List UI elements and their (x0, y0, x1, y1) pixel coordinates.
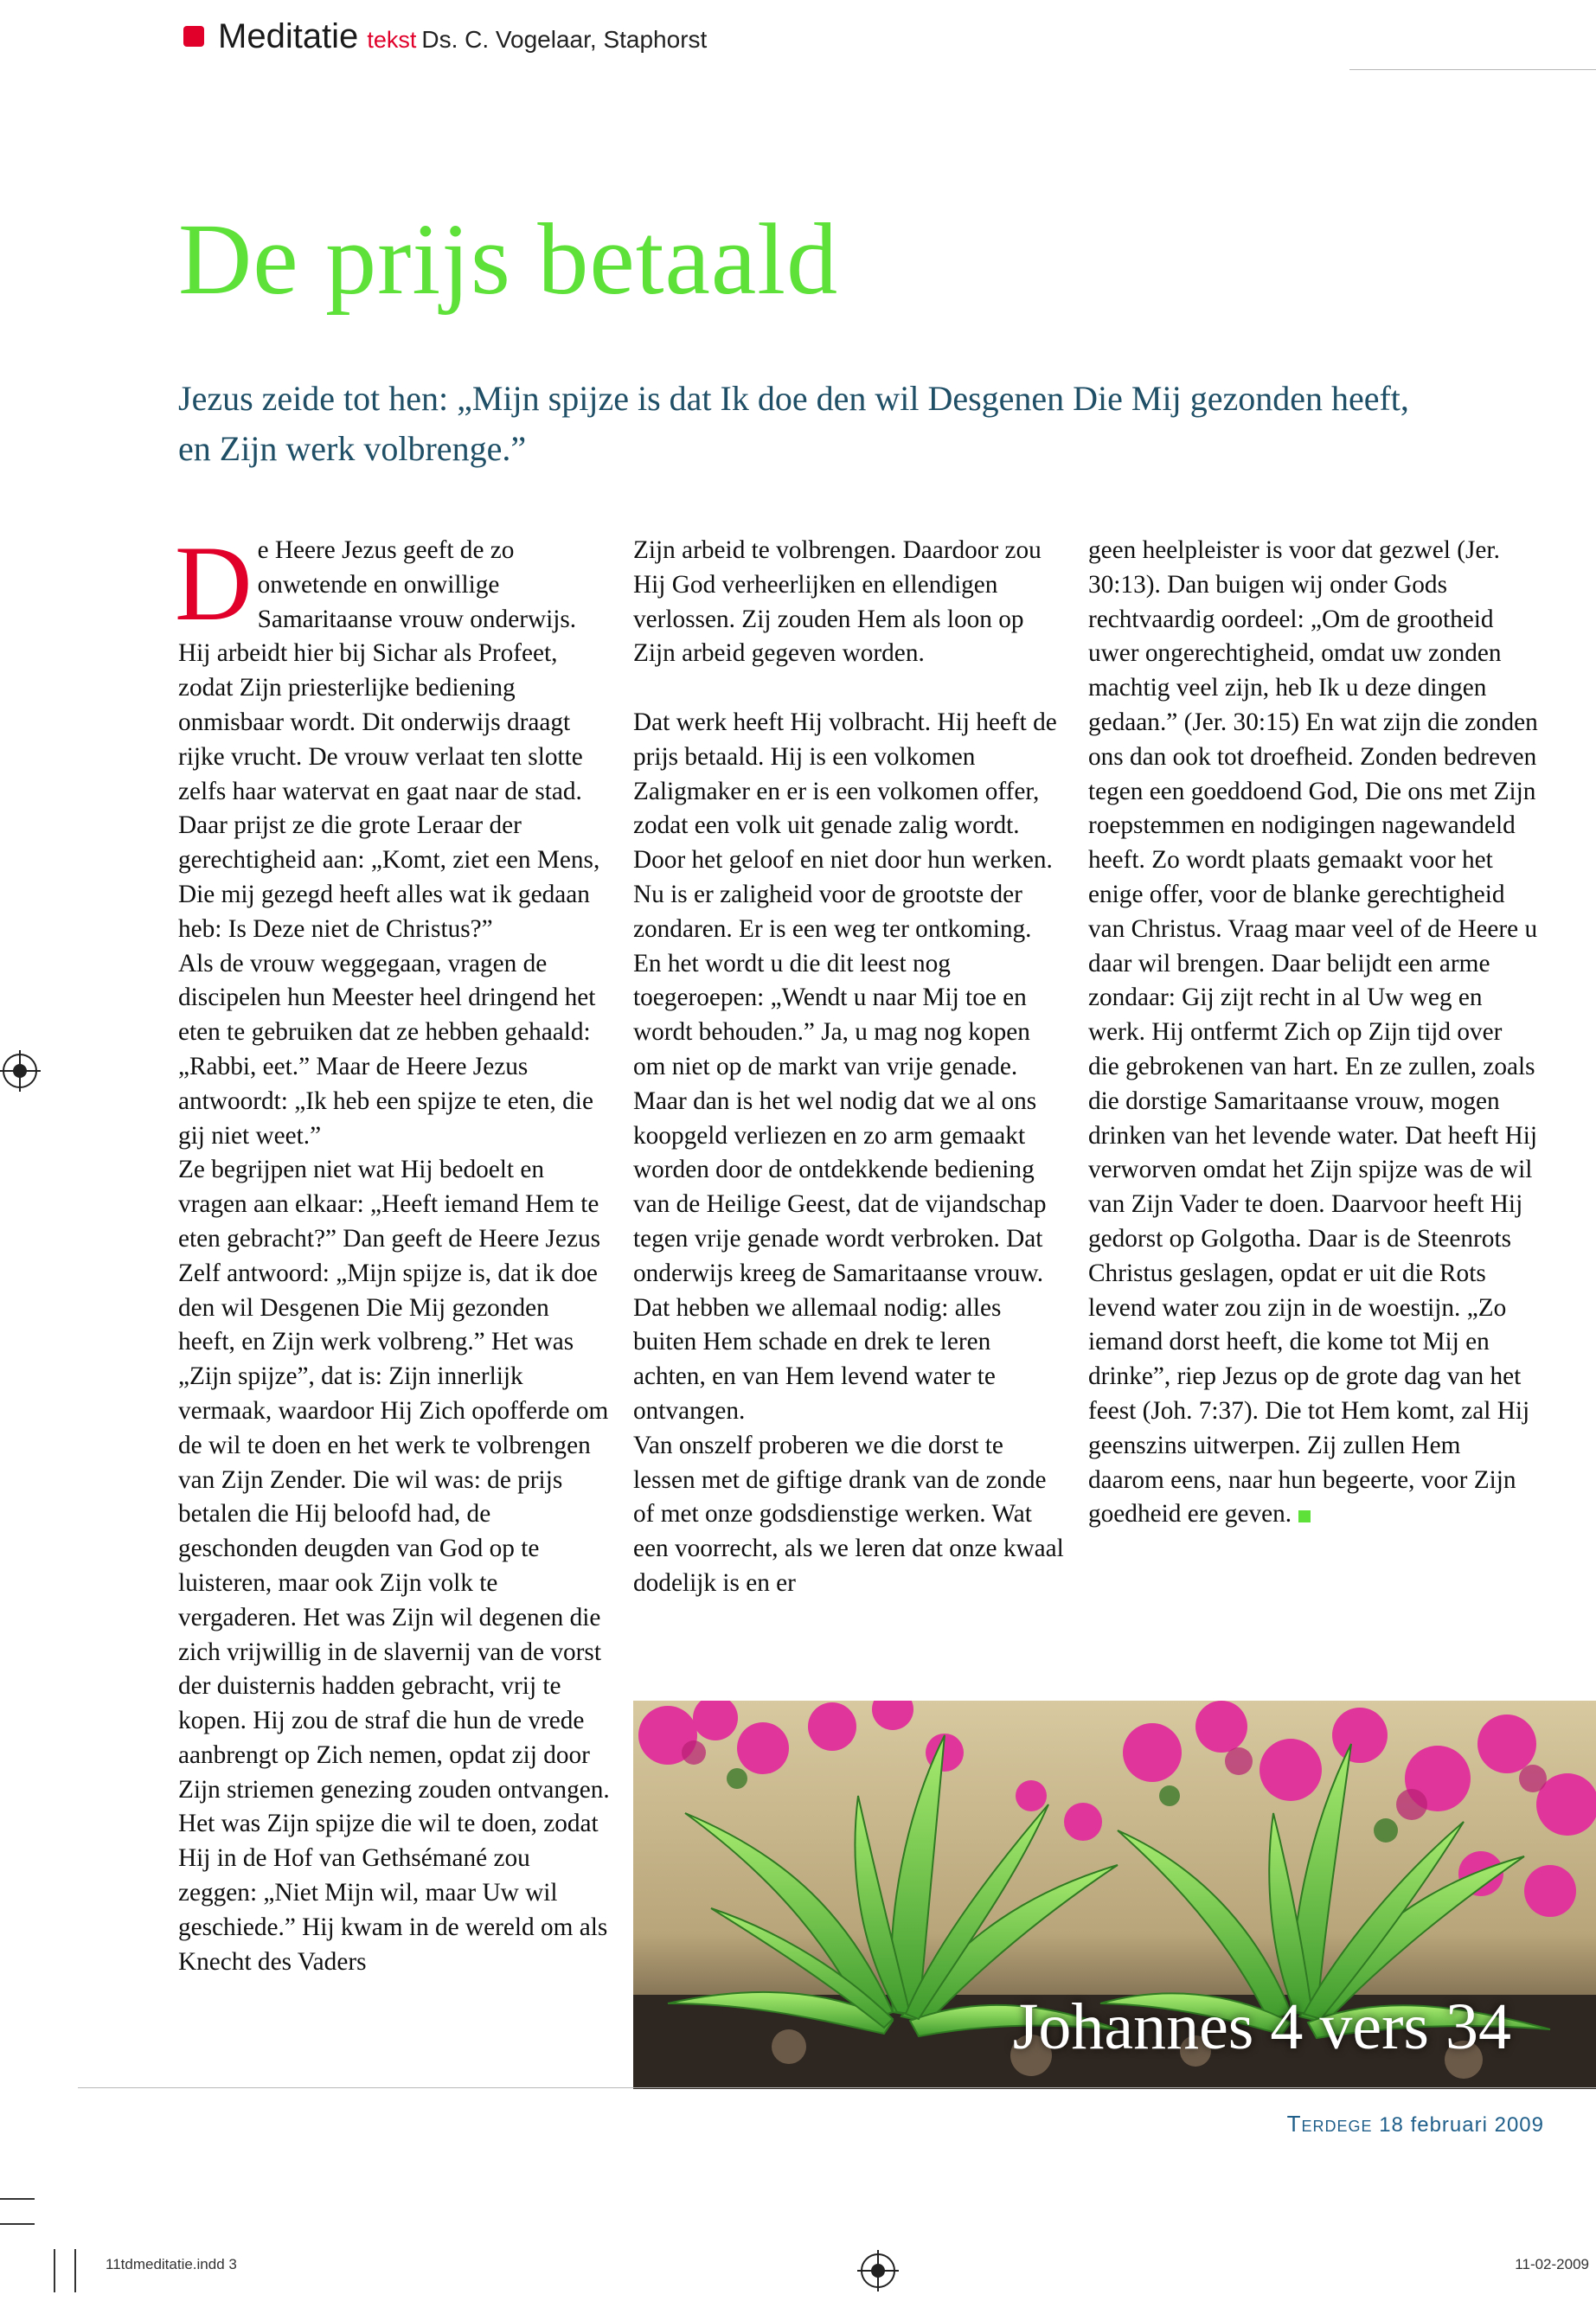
column-3 (1088, 534, 1538, 1532)
crop-mark (74, 2249, 76, 2292)
crop-mark (0, 2223, 35, 2225)
issue-date: 18 februari 2009 (1379, 2113, 1544, 2137)
paragraph: e Heere Jezus geeft de zo onwetende en onwillige Samaritaanse vrouw onderwijs. Hij arbeidt hier bij Sichar als Profeet, zodat Zijn priesterlijke bediening onmisbaar wordt. Dit onderwijs draagt rijke vrucht. De vrouw verlaat ten slotte zelfs haar watervat en gaat naar de stad. Daar prijst ze die grote Leraar der gerechtigheid aan: „Komt, ziet een Mens, Die mij gezegd heeft alles wat ik gedaan heb: Is Deze niet de Christus?” (178, 536, 600, 943)
tekst-label: tekst (367, 27, 417, 53)
paragraph: Van onszelf proberen we die dorst te lessen met de giftige drank van de zonde of met onze godsdienstige werken. Wat een voorrecht, als we leren dat onze kwaal dodelijk is en er (633, 1431, 1064, 1597)
drop-cap: D (175, 524, 253, 643)
article-title: De prijs betaald (178, 202, 839, 316)
magazine-name: Terdege (1286, 2111, 1373, 2137)
lead-quote: Jezus zeide tot hen: „Mijn spijze is dat Ik doe den wil Desgenen Die Mij gezonden heeft, en Zijn werk volbrenge.” (178, 379, 1409, 468)
paragraph: Dat werk heeft Hij volbracht. Hij heeft de prijs betaald. Hij is een volkomen Zaligmaker en er is een volkomen offer, zodat een volk uit genade zalig wordt. Door het geloof en niet door hun werken. Nu is er zaligheid voor de grootste der zondaren. Er is een weg ter ontkoming. En het wordt u die dit leest nog toegeroepen: „Wendt u naar Mij toe en wordt behouden.” Ja, u mag nog kopen om niet op de markt van vrije genade. Maar dan is het wel nodig dat we al ons koopgeld verliezen en zo arm gemaakt worden door de ontdekkende bediening van de Heilige Geest, dat de vijandschap tegen vrije genade wordt verbroken. Dat onderwijs kreeg de Samaritaanse vrouw. Dat hebben we allemaal nodig: alles buiten Hem schade en drek te leren achten, en van Hem levend water te ontvangen. (633, 708, 1057, 1425)
registration-mark-icon (861, 2253, 895, 2288)
end-mark-icon (1298, 1510, 1311, 1522)
slug-date: 11-02-2009 (1515, 2256, 1589, 2272)
paragraph-text: geen heelpleister is voor dat gezwel (Jer. 30:13). Dan buigen wij onder Gods rechtvaardig oordeel: „Om de grootheid uwer ongerechtigheid, omdat uw zonden machtig veel zijn, heb Ik u deze dingen gedaan.” (Jer. 30:15) En wat zijn die zonden ons dan ook tot droefheid. Zonden bedreven tegen een goeddoend God, Die ons met Zijn roepstemmen en nodigingen nagewandeld heeft. Zo wordt plaats gemaakt voor het enige offer, voor de blanke gerechtigheid van Christus. Vraag maar veel of de Heere u daar wil brengen. Daar belijdt een arme zondaar: Gij zijt recht in al Uw weg en werk. Hij ontfermt Zich op Zijn tijd over die gebrokenen van hart. En ze zullen, zoals die dorstige Samaritaanse vrouw, mogen drinken van het levende water. Dat heeft Hij verworven omdat het Zijn spijze was de wil van Zijn Vader te doen. Daarvoor heeft Hij gedorst op Golgotha. Daar is de Steenrots Christus geslagen, opdat er uit die Rots levend water zou zijn in de woestijn. „Zo iemand dorst heeft, die kome tot Mij en drinke”, riep Jezus op de grote dag van het feest (Joh. 7:37). Die tot Hem komt, zal Hij geenszins uitwerpen. Zij zullen Hem daarom eens, naar hun begeerte, voor Zijn goedheid ere geven. (1088, 536, 1538, 1529)
author-name: Ds. C. Vogelaar, Staphorst (421, 26, 708, 53)
section-marker (183, 26, 204, 47)
crop-mark (54, 2249, 55, 2292)
registration-mark-icon (3, 1054, 37, 1088)
column-2 (633, 534, 1066, 1601)
page-header (218, 17, 707, 56)
corner-divider (1349, 69, 1596, 243)
paragraph: Ze begrijpen niet wat Hij bedoelt en vragen aan elkaar: „Heeft iemand Hem te eten gebracht?” Dan geeft de Heere Jezus Zelf antwoord: „Mijn spijze is, dat ik doe den wil Desgenen Die Mij gezonden heeft, en Zijn werk volbreng.” Het was „Zijn spijze”, dat is: Zijn innerlijk vermaak, waardoor Hij Zich opofferde om de wil te doen en het werk te volbrengen van Zijn Zender. Die wil was: de prijs betalen die Hij beloofd had, de geschonden deugden van God op te luisteren, maar ook Zijn volk te vergaderen. Het was Zijn wil degenen die zich vrijwillig in de slavernij van de vorst der duisternis hadden gebracht, vrij te kopen. Hij zou de straf die hun de vrede aanbrengt op Zich nemen, opdat zij door Zijn striemen genezing zouden ontvangen. Het was Zijn spijze die wil te doen, zodat Hij in de Hof van Gethsémané zou zeggen: „Niet Mijn wil, maar Uw wil geschiede.” Hij kwam in de wereld om als Knecht des Vaders (178, 1156, 610, 1976)
folio (1287, 2111, 1544, 2138)
paragraph-gap (633, 671, 1066, 706)
column-1 (175, 524, 611, 1979)
bottom-divider (78, 2087, 1596, 2088)
paragraph: Als de vrouw weggegaan, vragen de discipelen hun Meester heel dringend het eten te gebruiken dat ze hebben gehaald: „Rabbi, eet.” Maar de Heere Jezus antwoordt: „Ik heb een spijze te eten, die gij niet weet.” (178, 949, 596, 1150)
crop-mark (0, 2198, 35, 2200)
paragraph: Zijn arbeid te volbrengen. Daardoor zou Hij God verheerlijken en ellendigen verlossen. Zij zouden Hem als loon op Zijn arbeid gegeven worden. (633, 536, 1042, 668)
paragraph (1088, 534, 1538, 1532)
photo-caption: Johannes 4 vers 34 (1012, 1990, 1511, 2063)
section-label: Meditatie (218, 17, 359, 55)
plant-photo (633, 1701, 1596, 2089)
slug-filename: 11tdmeditatie.indd 3 (106, 2256, 237, 2272)
